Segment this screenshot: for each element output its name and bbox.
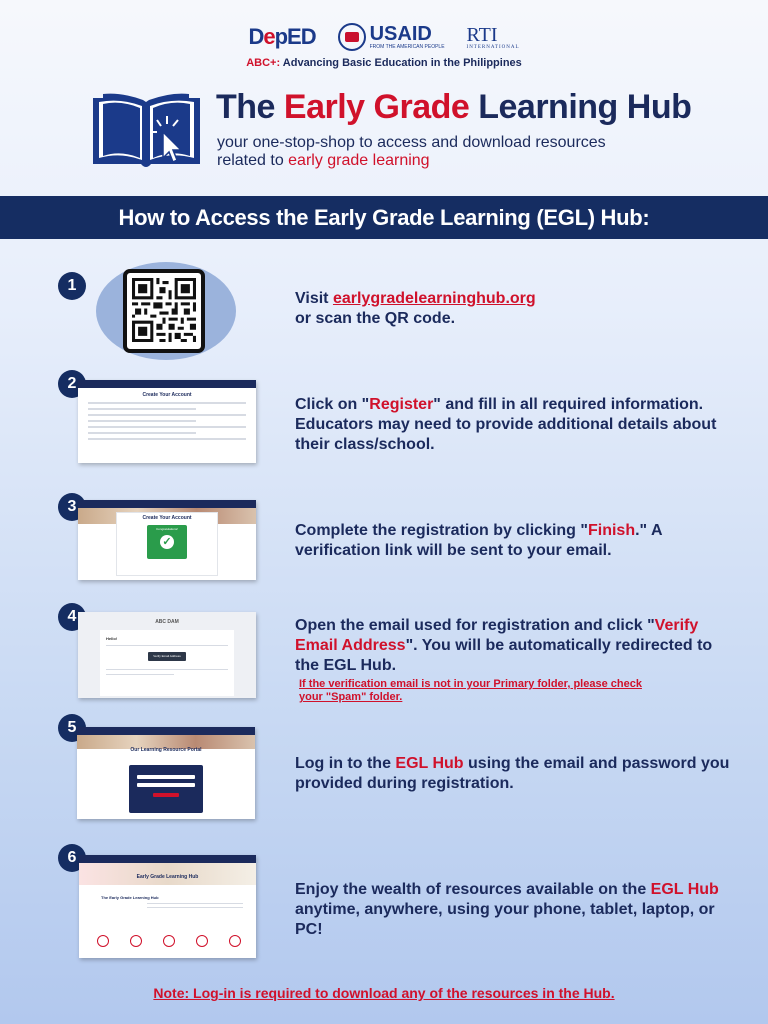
finish-label: Finish	[587, 522, 636, 539]
step-number-2: 2	[58, 370, 86, 398]
shot-title: Create Your Account	[142, 392, 192, 398]
step-5-suffix: using the email and password you provided during registration.	[295, 755, 730, 792]
usaid-logo	[338, 23, 445, 51]
shot-login-panel	[129, 765, 203, 813]
step-4-suffix: ". You will be automatically redirected to the EGL Hub.	[295, 637, 713, 674]
step-number-4: 4	[58, 603, 86, 631]
shot-success-box	[147, 525, 187, 559]
step-5-text	[295, 754, 735, 794]
shot-title: Our Learning Resource Portal	[130, 747, 202, 753]
step-number-1: 1	[58, 272, 86, 300]
step-2-prefix: Click on "	[295, 396, 370, 413]
step-number-5: 5	[58, 714, 86, 742]
subtitle-line1: your one-stop-shop to access and download resources	[217, 134, 606, 151]
qr-code-icon	[132, 278, 196, 342]
tagline-rest: Advancing Basic Education in the Philippines	[280, 57, 522, 69]
usaid-text: USAID	[369, 23, 432, 45]
qr-code[interactable]	[123, 269, 205, 353]
egl-hub-label: EGL Hub	[395, 755, 464, 772]
step-3-prefix: Complete the registration by clicking "	[295, 522, 588, 539]
step-5-screenshot	[77, 727, 255, 819]
tagline-abc: ABC+:	[246, 57, 281, 69]
step-1-text	[295, 289, 735, 329]
shot-email-card	[100, 630, 234, 696]
title-part1: The	[216, 88, 284, 126]
shot-badge: Congratulations!	[156, 527, 178, 531]
step-6-text	[295, 880, 735, 940]
step-3-text	[295, 521, 735, 561]
step-number-3: 3	[58, 493, 86, 521]
step-6-prefix: Enjoy the wealth of resources available on the	[295, 881, 651, 898]
program-tagline	[0, 57, 768, 69]
shot-nav-bar	[79, 855, 256, 863]
page-subtitle	[217, 134, 687, 170]
shot-title: Early Grade Learning Hub	[136, 874, 199, 880]
rti-subtext: INTERNATIONAL	[466, 44, 520, 50]
step-4-screenshot	[78, 612, 256, 698]
step-6-suffix: anytime, anywhere, using your phone, tablet, laptop, or PC!	[295, 901, 715, 938]
rti-logo	[467, 25, 520, 50]
subtitle-line2	[217, 152, 687, 170]
page-title	[216, 88, 691, 127]
verify-email-label: Verify Email Address	[295, 617, 699, 654]
title-red: Early Grade	[283, 88, 470, 126]
shot-nav-bar	[77, 727, 255, 735]
logo-bar	[0, 20, 768, 54]
step-5-prefix: Log in to the	[295, 755, 396, 772]
subtitle-red: early grade learning	[288, 152, 430, 169]
egl-hub-label-2: EGL Hub	[650, 881, 719, 898]
shot-card	[116, 512, 218, 576]
shot-category-icons	[97, 935, 241, 947]
shot-nav-bar	[78, 380, 256, 388]
spam-folder-note: If the verification email is not in your Primary folder, please check your "Spam" folder.	[299, 678, 642, 703]
step-4-text	[295, 616, 735, 676]
step-1-suffix: or scan the QR code.	[295, 310, 456, 327]
step-6-screenshot	[79, 855, 256, 958]
shot-subtitle: The Early Grade Learning Hub	[101, 895, 159, 900]
subtitle-prefix: related to	[217, 152, 289, 169]
shot-verify-button: Verify Email Address	[148, 652, 186, 661]
login-required-note: Note: Log-in is required to download any of the resources in the Hub.	[153, 985, 615, 1001]
shot-title: ABC DAM	[155, 619, 179, 625]
step-number-6: 6	[58, 844, 86, 872]
step-2-screenshot	[78, 380, 256, 463]
step-3-suffix: ." A verification link will be sent to your email.	[295, 522, 662, 559]
step-2-text	[295, 395, 735, 455]
step-3-screenshot	[78, 500, 256, 580]
deped-logo: DepED	[248, 24, 316, 49]
banner-heading: How to Access the Early Grade Learning (EGL) Hub:	[118, 204, 650, 230]
usaid-seal-icon	[338, 23, 366, 51]
shot-title: Create Your Account	[142, 515, 192, 521]
open-book-cursor-icon	[91, 92, 202, 172]
step-1-prefix: Visit	[295, 290, 333, 307]
shot-hello: Hello!	[106, 636, 118, 641]
rti-text: RTI	[466, 23, 498, 46]
step-4-prefix: Open the email used for registration and click "	[295, 617, 655, 634]
shot-nav-bar	[78, 500, 256, 508]
usaid-subtext: FROM THE AMERICAN PEOPLE	[369, 44, 445, 50]
step-2-suffix: " and fill in all required information. Educators may need to provide additional details about their class/school.	[295, 396, 717, 453]
section-banner	[0, 196, 768, 239]
hub-url-link[interactable]: earlygradelearninghub.org	[332, 290, 536, 307]
register-label: Register	[369, 396, 434, 413]
check-icon: ✓	[160, 535, 174, 549]
title-part2: Learning Hub	[469, 88, 692, 126]
